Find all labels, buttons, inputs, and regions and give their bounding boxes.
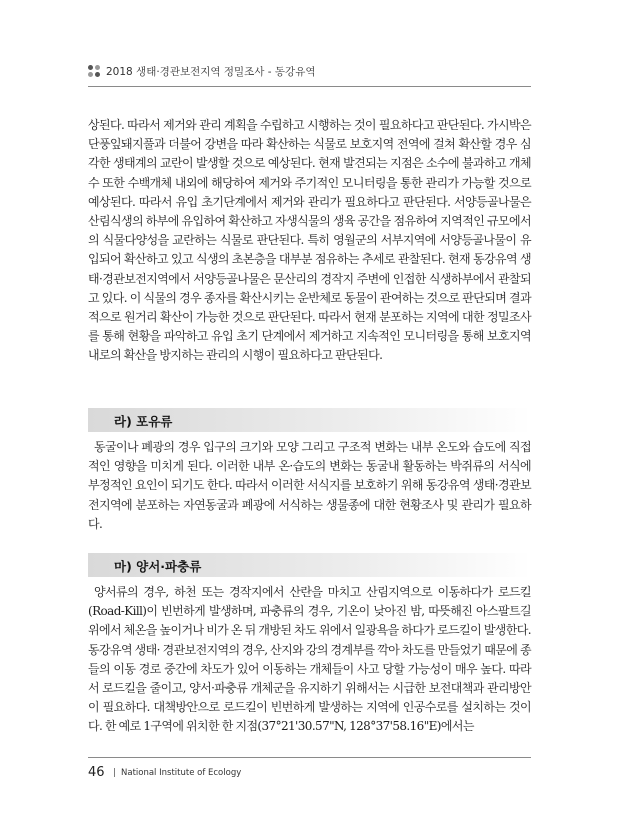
page-header xyxy=(88,62,531,87)
page-number: 46 xyxy=(88,765,105,780)
paragraph-amphibians-reptiles: 양서류의 경우, 하천 또는 경작지에서 산란을 마치고 산림지역으로 이동하다가 로드킬(Road-Kill)이 빈번하게 발생하며, 파충류의 경우, 기온이 낮아진 밤, 따뜻해진 아스팔트길 위에서 체온을 높이거나 비가 온 뒤 개방된 차도 위에서 일광욕을 하다가 로드킬이 발생한다. 동강유역 생태· 경관보전지역의 경우, 산지와 강의 경계부를 깍아 차도를 만들었기 때문에 종들의 이동 경로 중간에 차도가 있어 이동하는 개체들이 사고 당할 가능성이 매우 높다. 따라서 로드킬을 줄이고, 양서·파충류 개체군을 유지하기 위해서는 시급한 보전대책과 관리방안이 필요하다. 대책방안으로 로드킬이 빈번하게 발생하는 지역에 인공수로를 설치하는 것이다. 한 예로 1구역에 위치한 한 지점(37°21'30.57"N, 128°37'58.16"E)에서는 xyxy=(88,585,531,734)
header-dots-icon xyxy=(88,65,102,79)
section-heading-mammals xyxy=(88,408,531,432)
section-heading-amphibians-reptiles-text: 마) 양서·파충류 xyxy=(114,559,202,574)
page-footer xyxy=(88,757,531,780)
section-heading-amphibians-reptiles xyxy=(88,553,531,577)
running-header-title: 2018 생태·경관보전지역 정밀조사 - 동강유역 xyxy=(106,66,316,78)
paragraph-mammals: 동굴이나 폐광의 경우 입구의 크기와 모양 그리고 구조적 변화는 내부 온도와 습도에 직접적인 영향을 미치게 된다. 이러한 내부 온·습도의 변화는 동굴내 활동하는 박쥐류의 서식에 부정적인 요인이 되기도 한다. 따라서 이러한 서식지를 보호하기 위해 동강유역 생태·경관보전지역에 분포하는 자연동굴과 폐광에 서식하는 생물종에 대한 현황조사 및 관리가 필요하다. xyxy=(88,440,531,531)
footer-separator: | xyxy=(113,768,117,778)
footer-organization: National Institute of Ecology xyxy=(121,768,242,778)
paragraph-invasive-plants: 상된다. 따라서 제거와 관리 계획을 수립하고 시행하는 것이 필요하다고 판단된다. 가시박은 단풍잎돼지풀과 더불어 강변을 따라 확산하는 식물로 보호지역 전역에 걸쳐 확산할 경우 심각한 생태계의 교란이 발생할 것으로 예상된다. 현재 발견되는 지점은 소수에 불과하고 개체수 또한 수백개체 내외에 해당하여 제거와 주기적인 모니터링을 통한 관리가 가능할 것으로 예상된다. 따라서 유입 초기단계에서 제거와 관리가 필요하다고 판단된다. 서양등골나물은 산림식생의 하부에 유입하여 확산하고 자생식물의 생육 공간을 점유하여 지역적인 규모에서의 식물다양성을 교란하는 식물로 판단된다. 특히 영월군의 서부지역에 서양등골나물이 유입되어 확산하고 있고 식생의 초본층을 대부분 점유하는 추세로 관찰된다. 현재 동강유역 생태·경관보전지역에서 서양등골나물은 문산리의 경작지 주변에 인접한 식생하부에서 관찰되고 있다. 이 식물의 경우 종자를 확산시키는 운반체로 동물이 관여하는 것으로 판단되며 결과적으로 원거리 확산이 가능한 것으로 판단된다. 따라서 현재 분포하는 지역에 대한 정밀조사를 통해 현황을 파악하고 유입 초기 단계에서 제거하고 지속적인 모니터링을 통해 보호지역 내로의 확산을 방지하는 관리의 시행이 필요하다고 판단된다. xyxy=(88,118,531,363)
section-heading-mammals-text: 라) 포유류 xyxy=(114,414,173,429)
